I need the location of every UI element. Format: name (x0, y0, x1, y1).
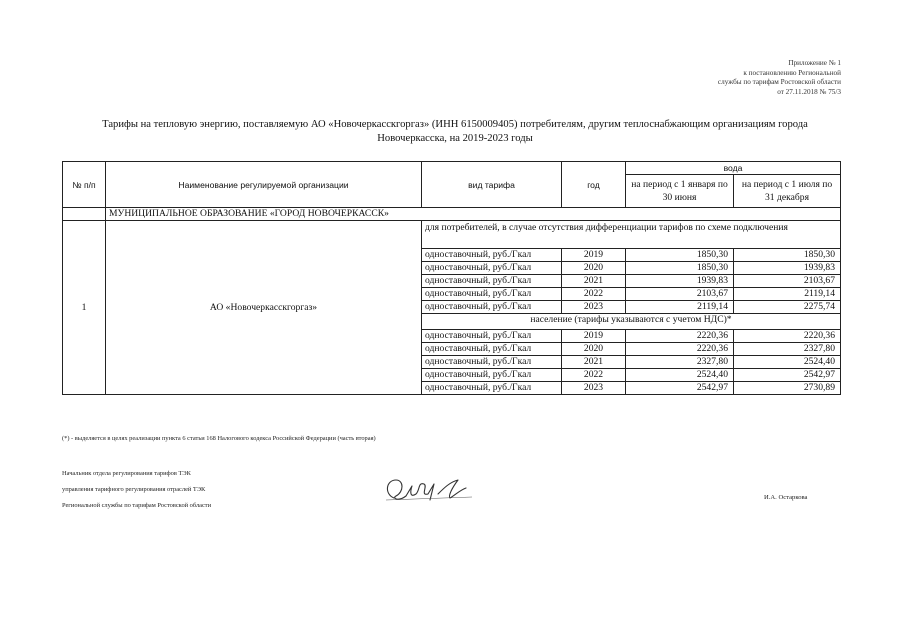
tariff-period-1: 2542,97 (626, 382, 734, 395)
tariff-type: одноставочный, руб./Гкал (422, 356, 562, 369)
header-org: Наименование регулируемой организации (106, 162, 422, 208)
tariff-type: одноставочный, руб./Гкал (422, 262, 562, 275)
tariff-year: 2023 (562, 301, 626, 314)
tariff-period-2: 2103,67 (734, 275, 841, 288)
tariff-period-2: 2542,97 (734, 369, 841, 382)
tariff-period-1: 1850,30 (626, 249, 734, 262)
header-num: № п/п (63, 162, 106, 208)
signer-title-line: Региональной службы по тарифам Ростовской области (62, 502, 212, 509)
signature-icon (380, 472, 480, 506)
tariff-period-2: 2524,40 (734, 356, 841, 369)
tariff-period-2: 2119,14 (734, 288, 841, 301)
header-water: вода (626, 162, 841, 175)
tariff-type: одноставочный, руб./Гкал (422, 249, 562, 262)
signer-title-line: управления тарифного регулирования отраслей ТЭК (62, 486, 206, 493)
row-number: 1 (63, 221, 106, 395)
tariffs-table (62, 161, 841, 395)
tariff-period-2: 1850,30 (734, 249, 841, 262)
tariff-period-1: 1850,30 (626, 262, 734, 275)
tariff-year: 2023 (562, 382, 626, 395)
municipality-name: МУНИЦИПАЛЬНОЕ ОБРАЗОВАНИЕ «ГОРОД НОВОЧЕРКАССК» (106, 208, 841, 221)
appendix-line: к постановлению Региональной (743, 68, 841, 77)
tariff-period-2: 1939,83 (734, 262, 841, 275)
section-label: население (тарифы указываются с учетом НДС)* (422, 314, 841, 330)
signer-name: И.А. Остаркова (764, 494, 808, 501)
tariff-type: одноставочный, руб./Гкал (422, 330, 562, 343)
empty-cell (63, 208, 106, 221)
tariff-type: одноставочный, руб./Гкал (422, 301, 562, 314)
tariff-period-1: 1939,83 (626, 275, 734, 288)
tariff-period-1: 2220,36 (626, 330, 734, 343)
document-title (70, 118, 840, 145)
appendix-header (718, 59, 841, 97)
header-period-2: на период с 1 июля по 31 декабря (734, 175, 841, 208)
header-period-1: на период с 1 января по 30 июня (626, 175, 734, 208)
organization-name: АО «Новочеркасскгоргаз» (106, 221, 422, 395)
footnote: (*) - выделяется в целях реализации пункта 6 статьи 168 Налогового кодекса Российской Федерации (часть вторая) (62, 435, 376, 442)
tariff-period-1: 2327,80 (626, 356, 734, 369)
signer-title-line: Начальник отдела регулирования тарифов ТЭК (62, 470, 191, 477)
appendix-line: Приложение № 1 (788, 59, 841, 67)
tariff-period-2: 2275,74 (734, 301, 841, 314)
tariff-period-2: 2327,80 (734, 343, 841, 356)
tariff-year: 2022 (562, 288, 626, 301)
appendix-line: службы по тарифам Ростовской области (717, 78, 841, 87)
tariff-period-2: 2220,36 (734, 330, 841, 343)
tariff-type: одноставочный, руб./Гкал (422, 343, 562, 356)
tariff-year: 2019 (562, 330, 626, 343)
table-row (63, 221, 841, 249)
municipality-row (63, 208, 841, 221)
tariff-year: 2022 (562, 369, 626, 382)
title-line: Новочеркасска, на 2019-2023 годы (377, 132, 533, 144)
header-tariff-type: вид тарифа (422, 162, 562, 208)
header-year: год (562, 162, 626, 208)
tariff-period-1: 2220,36 (626, 343, 734, 356)
tariff-year: 2021 (562, 275, 626, 288)
tariff-period-1: 2119,14 (626, 301, 734, 314)
tariff-year: 2021 (562, 356, 626, 369)
header-row (63, 162, 841, 175)
tariff-period-1: 2103,67 (626, 288, 734, 301)
tariff-type: одноставочный, руб./Гкал (422, 369, 562, 382)
signer-block (62, 466, 211, 514)
appendix-line: от 27.11.2018 № 75/3 (777, 87, 841, 96)
tariff-year: 2020 (562, 262, 626, 275)
tariff-type: одноставочный, руб./Гкал (422, 288, 562, 301)
tariff-period-1: 2524,40 (626, 369, 734, 382)
tariff-type: одноставочный, руб./Гкал (422, 275, 562, 288)
tariff-period-2: 2730,89 (734, 382, 841, 395)
section-label: для потребителей, в случае отсутствия дифференциации тарифов по схеме подключения (422, 221, 841, 249)
title-line: Тарифы на тепловую энергию, поставляемую АО «Новочеркасскгоргаз» (ИНН 6150009405) потребителям, другим теплоснабжающим организациям города (102, 119, 808, 130)
tariff-year: 2019 (562, 249, 626, 262)
tariff-year: 2020 (562, 343, 626, 356)
tariff-type: одноставочный, руб./Гкал (422, 382, 562, 395)
